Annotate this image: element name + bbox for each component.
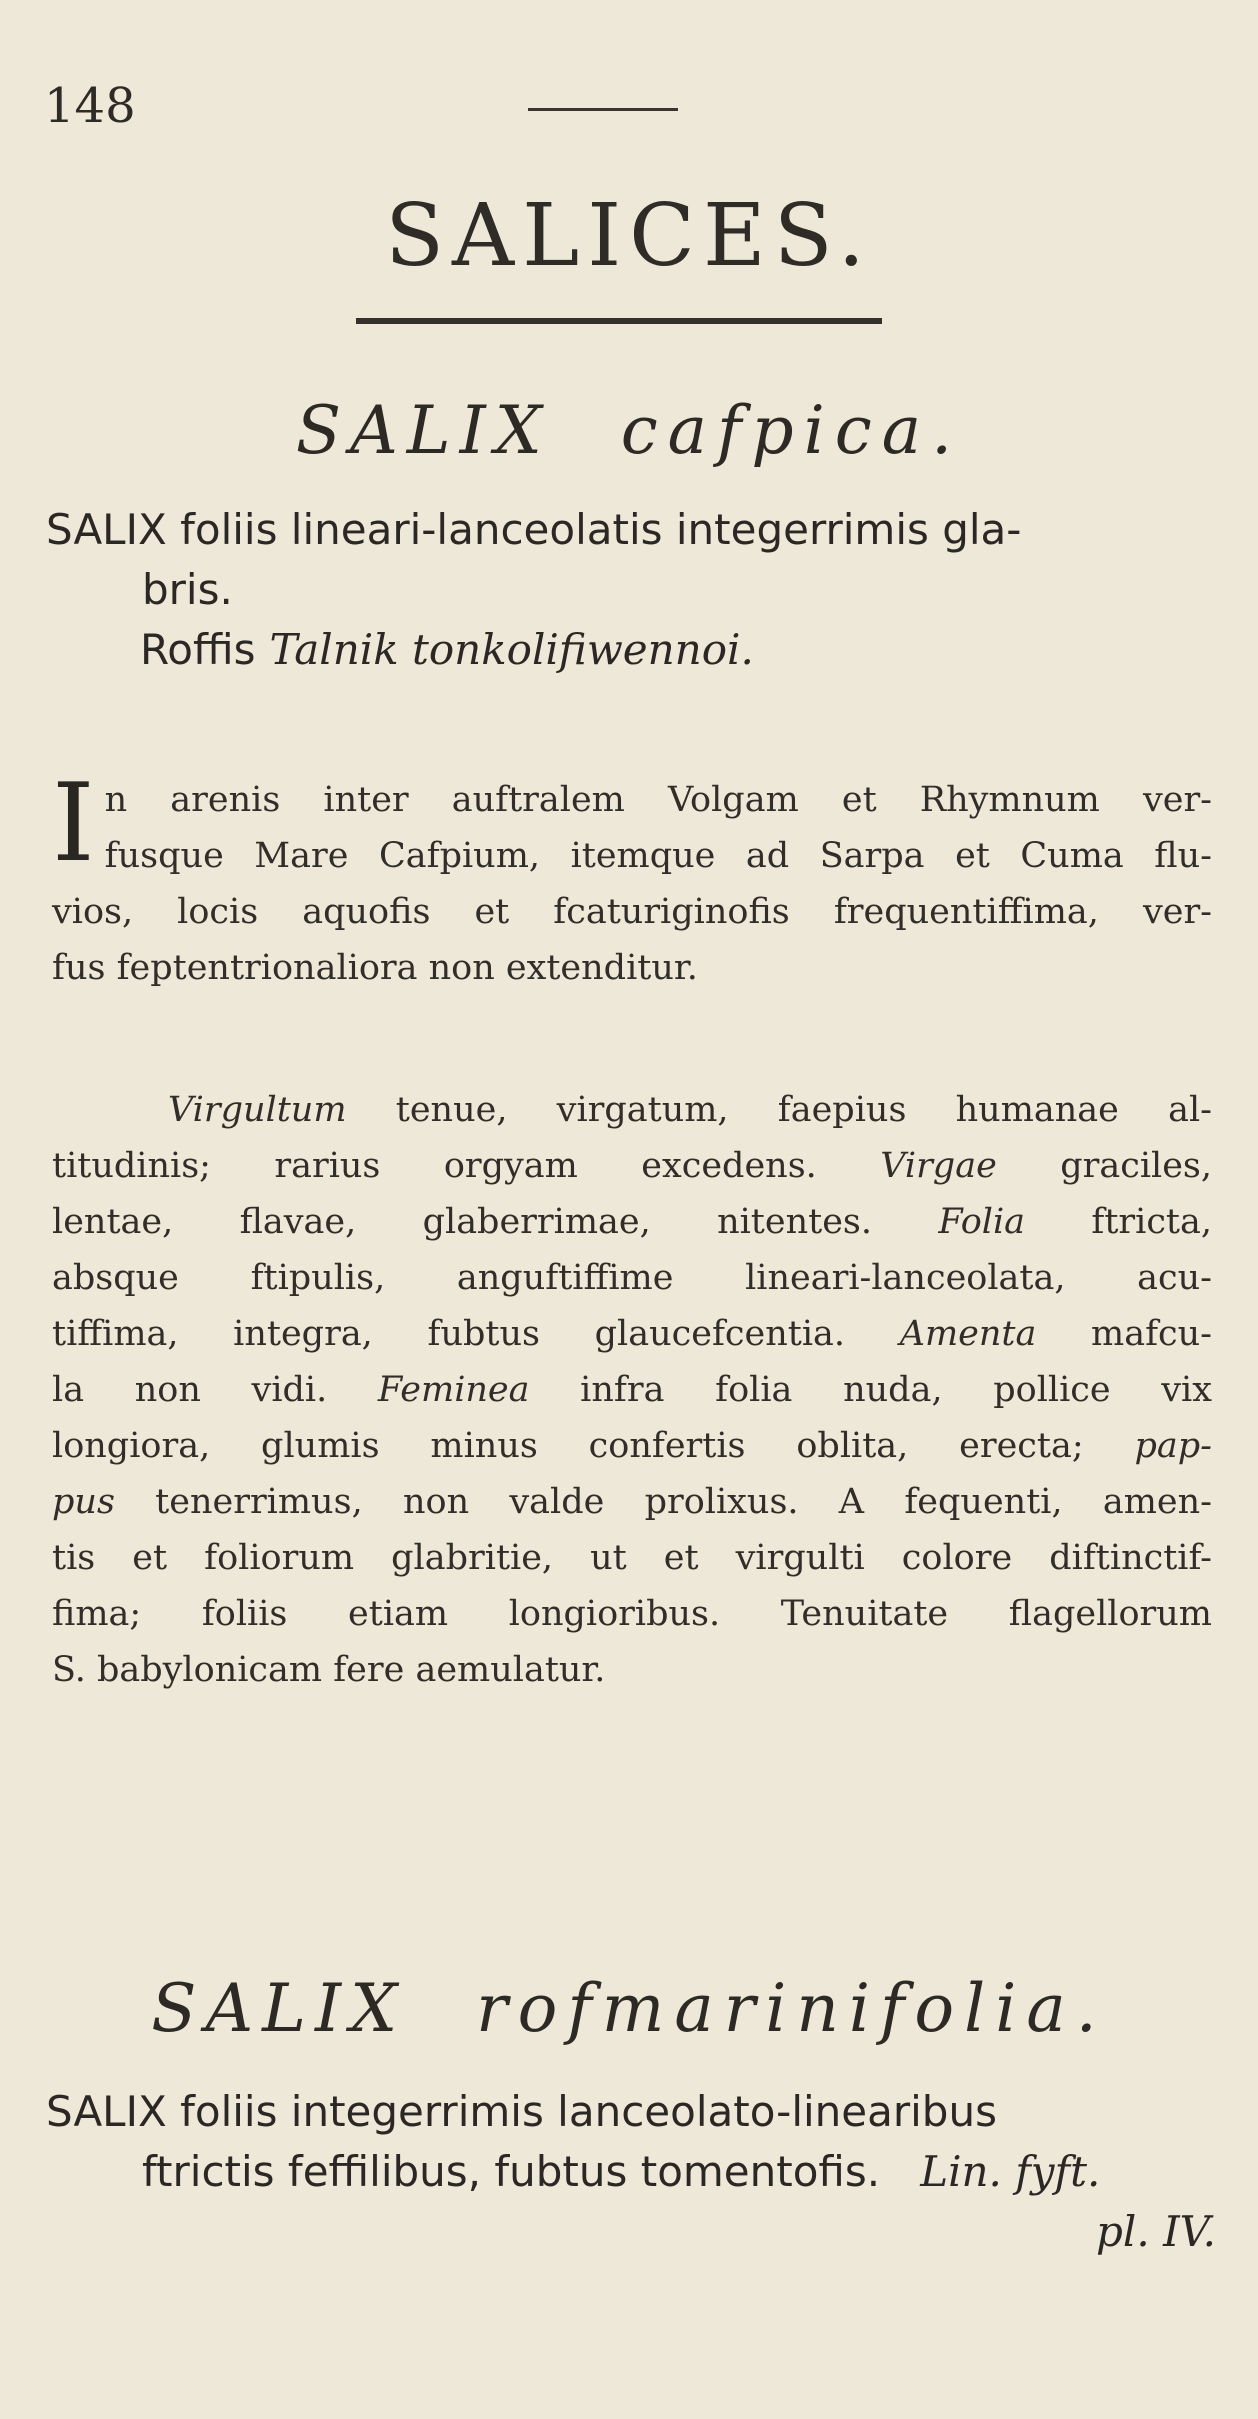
paragraph-line: fus feptentrionaliora non extenditur. (52, 948, 698, 988)
term-pappus: pap- (1134, 1426, 1212, 1466)
reference-continuation: pl. IV. (1096, 2207, 1216, 2256)
species-diagnosis (46, 500, 1216, 620)
section-title: SALICES. (385, 186, 873, 286)
paragraph-line: la non vidi. Feminea infra folia nuda, pollice vix (52, 1370, 1212, 1410)
page-number: 148 (44, 78, 136, 134)
paragraph-line: pus tenerrimus, non valde prolixus. A fequenti, amen- (52, 1482, 1212, 1522)
diagnosis-line: ftrictis feffilibus, fubtus tomentofis. Lin. fyft. (142, 2147, 1101, 2196)
species-genus: SALIX (151, 1970, 407, 2047)
term-virgae: Virgae (880, 1146, 997, 1186)
paragraph-line: fusque Mare Cafpium, itemque ad Sarpa et Cuma flu- (104, 836, 1212, 876)
vernacular-name-line (140, 625, 754, 674)
paragraph-line: absque ftipulis, anguftiffime lineari-lanceolata, acu- (52, 1258, 1212, 1298)
drop-cap: I (52, 761, 95, 886)
term-pappus-cont: pus (52, 1482, 115, 1522)
paragraph-line: S. babylonicam fere aemulatur. (52, 1650, 606, 1690)
diagnosis-line: bris. (142, 565, 233, 614)
term-amenta: Amenta (899, 1314, 1037, 1354)
term-feminea: Feminea (377, 1370, 530, 1410)
term-virgultum: Virgultum (168, 1090, 347, 1130)
paragraph-line: titudinis; rarius orgyam excedens. Virgae graciles, (52, 1146, 1213, 1186)
paragraph-line: lentae, flavae, glaberrimae, nitentes. Folia ftricta, (52, 1202, 1212, 1242)
species-heading-caspica (0, 392, 1258, 469)
morphology-paragraph (52, 1082, 1212, 1698)
paragraph-line: n arenis inter auftralem Volgam et Rhymnum ver- (104, 780, 1212, 820)
species-genus: SALIX (295, 392, 551, 469)
paragraph-line: tiffima, integra, fubtus glaucefcentia. Amenta mafcu- (52, 1314, 1212, 1354)
vernacular-prefix: Roffis (140, 625, 256, 674)
species-epithet: cafpica. (620, 392, 963, 469)
title-rule (356, 318, 882, 324)
diagnosis-line: SALIX foliis integerrimis lanceolato-linearibus (46, 2087, 997, 2136)
reference: Lin. fyft. (920, 2147, 1101, 2196)
species-diagnosis (46, 2082, 1216, 2262)
species-heading-rosmarinifolia (0, 1970, 1258, 2047)
species-epithet: rofmarinifolia. (476, 1970, 1107, 2047)
paragraph-line: Virgultum tenue, virgatum, faepius humanae al- (168, 1090, 1212, 1130)
habitat-paragraph (52, 761, 1212, 996)
paragraph-line: tis et foliorum glabritie, ut et virgulti colore diftinctif- (52, 1538, 1212, 1578)
diagnosis-line: SALIX foliis lineari-lanceolatis integerrimis gla- (46, 505, 1022, 554)
header-rule (528, 108, 678, 111)
paragraph-line: vios, locis aquofis et fcaturiginofis frequentiffima, ver- (52, 892, 1212, 932)
vernacular-name: Talnik tonkolifiwennoi. (269, 625, 754, 674)
term-folia: Folia (938, 1202, 1026, 1242)
paragraph-line: longiora, glumis minus confertis oblita, erecta; pap- (52, 1426, 1212, 1466)
paragraph-line: fima; foliis etiam longioribus. Tenuitate flagellorum (52, 1594, 1212, 1634)
